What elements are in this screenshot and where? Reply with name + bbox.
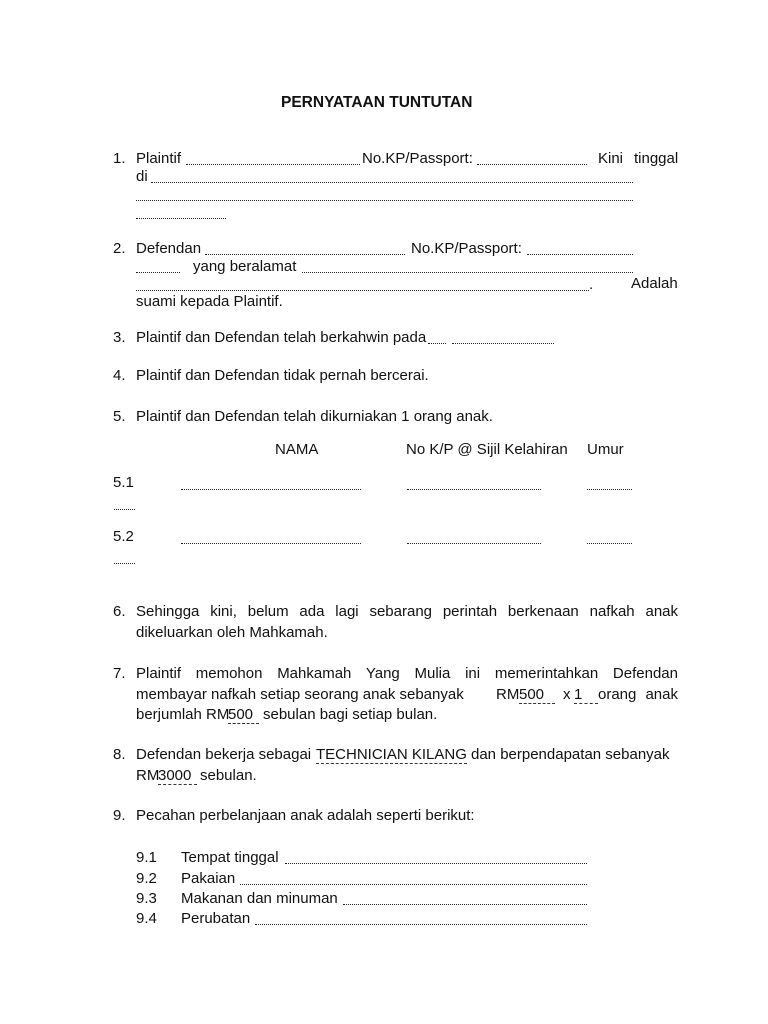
child-2-name-field[interactable]	[181, 543, 361, 544]
adalah-label: Adalah	[631, 275, 678, 292]
yang-beralamat-label: yang beralamat	[193, 258, 297, 275]
nokp-label: No.KP/Passport:	[411, 240, 522, 257]
child-count[interactable]: 1	[574, 686, 598, 704]
marriage-date-field-a[interactable]	[428, 343, 446, 344]
p7-line3b: sebulan bagi setiap bulan.	[263, 706, 438, 723]
rm-label: RM	[136, 767, 160, 784]
item-number: 6.	[113, 603, 126, 620]
total-amount[interactable]: 500	[228, 706, 259, 724]
plaintif-label: Plaintif	[136, 150, 182, 167]
plaintif-nokp-field[interactable]	[477, 164, 587, 165]
defendan-nokp-field-cont[interactable]	[136, 272, 180, 273]
child-1-nokp-field[interactable]	[407, 489, 541, 490]
job-title[interactable]: TECHNICIAN KILANG	[316, 746, 467, 763]
tinggal-label: tinggal	[634, 150, 679, 167]
nokp-label: No.KP/Passport:	[362, 150, 473, 167]
defendan-nokp-field[interactable]	[527, 254, 633, 255]
period: .	[589, 276, 594, 293]
table-row-number: 5.1	[113, 474, 134, 491]
child-2-extra-field[interactable]	[114, 563, 135, 564]
child-1-age-field[interactable]	[587, 489, 632, 490]
table-header-umur: Umur	[587, 441, 624, 458]
divorce-text: Plaintif dan Defendan tidak pernah bercerai.	[136, 367, 429, 384]
suami-text: suami kepada Plaintif.	[136, 293, 283, 310]
child-1-name-field[interactable]	[181, 489, 361, 490]
kini-label: Kini	[598, 150, 624, 167]
item-number: 4.	[113, 367, 126, 384]
p8-line2b: sebulan.	[200, 767, 257, 784]
expense-field-tempat-tinggal[interactable]	[285, 863, 587, 864]
table-row-number: 5.2	[113, 528, 134, 545]
page-title: PERNYATAAN TUNTUTAN	[281, 94, 473, 111]
expense-number: 9.1	[136, 849, 157, 866]
rm-label: RM	[496, 686, 520, 703]
expense-label: Perubatan	[181, 910, 251, 927]
item-number: 8.	[113, 746, 126, 763]
expense-number: 9.4	[136, 910, 157, 927]
plaintif-address-field-1[interactable]	[151, 182, 633, 183]
item-number: 5.	[113, 408, 126, 425]
item-number: 2.	[113, 240, 126, 257]
expense-label: Tempat tinggal	[181, 849, 279, 866]
plaintif-name-field[interactable]	[186, 164, 360, 165]
child-2-age-field[interactable]	[587, 543, 632, 544]
expense-field-pakaian[interactable]	[240, 884, 587, 885]
expense-field-perubatan[interactable]	[255, 924, 587, 925]
defendan-address-field-2[interactable]	[136, 290, 589, 291]
expense-label: Pakaian	[181, 870, 236, 887]
plaintif-address-field-2[interactable]	[136, 200, 633, 201]
p8-line1a: Defendan bekerja sebagai	[136, 746, 312, 763]
multiply-sign: x	[563, 686, 571, 703]
table-header-nokp: No K/P @ Sijil Kelahiran	[406, 441, 568, 458]
item-number: 3.	[113, 329, 126, 346]
p7-line2a: membayar nafkah setiap seorang anak sebanyak	[136, 686, 464, 703]
defendan-name-field[interactable]	[205, 254, 405, 255]
children-text: Plaintif dan Defendan telah dikurniakan 1 orang anak.	[136, 408, 493, 425]
p6-line2: dikeluarkan oleh Mahkamah.	[136, 624, 328, 641]
expense-label: Makanan dan minuman	[181, 890, 338, 907]
expense-field-makanan[interactable]	[343, 904, 587, 905]
expenses-intro: Pecahan perbelanjaan anak adalah seperti berikut:	[136, 807, 475, 824]
child-2-nokp-field[interactable]	[407, 543, 541, 544]
table-header-nama: NAMA	[275, 441, 319, 458]
married-text: Plaintif dan Defendan telah berkahwin pada	[136, 329, 427, 346]
amount-per-child[interactable]: 500	[519, 686, 555, 704]
income-amount[interactable]: 3000	[158, 767, 197, 785]
defendan-label: Defendan	[136, 240, 202, 257]
marriage-date-field-b[interactable]	[452, 343, 554, 344]
plaintif-address-field-3[interactable]	[136, 218, 226, 219]
item-number: 1.	[113, 150, 126, 167]
expense-number: 9.3	[136, 890, 157, 907]
p7-line3a: berjumlah RM	[136, 706, 230, 723]
expense-number: 9.2	[136, 870, 157, 887]
item-number: 9.	[113, 807, 126, 824]
defendan-address-field-1[interactable]	[302, 272, 633, 273]
item-number: 7.	[113, 665, 126, 682]
di-label: di	[136, 168, 148, 185]
orang-anak-label: orang anak	[598, 686, 678, 703]
p8-line1b: dan berpendapatan sebanyak	[471, 746, 670, 763]
p7-line1: Plaintif memohon Mahkamah Yang Mulia ini memerintahkan Defendan	[136, 665, 678, 682]
p6-line1: Sehingga kini, belum ada lagi sebarang perintah berkenaan nafkah anak	[136, 603, 678, 620]
child-1-extra-field[interactable]	[114, 509, 135, 510]
